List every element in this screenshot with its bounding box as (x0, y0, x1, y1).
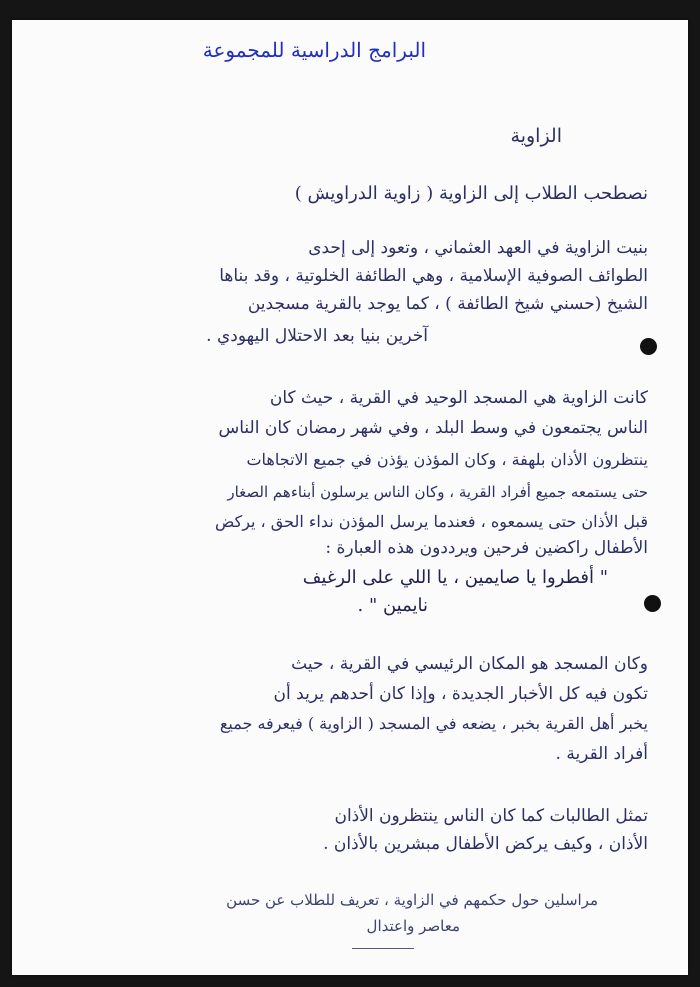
document-subtitle: نصطحب الطلاب إلى الزاوية ( زاوية الدراويش ) (294, 183, 648, 204)
paragraph-2-line-6: الأطفال راكضين فرحين ويرددون هذه العبارة : (325, 538, 648, 558)
paragraph-1-line-4: آخرين بنيا بعد الاحتلال اليهودي . (206, 326, 428, 346)
paragraph-4-line-1: تمثل الطالبات كما كان الناس ينتظرون الأذان (334, 806, 648, 826)
paragraph-3-line-3: يخبر أهل القرية بخبر ، يضعه في المسجد ( الزاوية ) فيعرفه جميع (219, 714, 648, 733)
punch-hole-lower (644, 595, 661, 612)
paragraph-2-line-3: ينتظرون الأذان بلهفة ، وكان المؤذن يؤذن في جميع الاتجاهات (246, 450, 648, 469)
paragraph-1-line-1: بنيت الزاوية في العهد العثماني ، وتعود إلى إحدى (308, 238, 648, 258)
paragraph-2-line-8: نايمين " . (357, 595, 428, 616)
document-header: البرامج الدراسية للمجموعة (202, 38, 426, 62)
paragraph-5-line-2: معاصر واعتدال (366, 917, 460, 935)
punch-hole-upper (640, 338, 657, 355)
document-page (12, 20, 688, 975)
paragraph-1-line-3: الشيخ (حسني شيخ الطائفة ) ، كما يوجد بالقرية مسجدين (247, 294, 648, 314)
paragraph-3-line-2: تكون فيه كل الأخبار الجديدة ، وإذا كان أحدهم يريد أن (273, 684, 648, 704)
paragraph-1-line-2: الطوائف الصوفية الإسلامية ، وهي الطائفة الخلوتية ، وقد بناها (219, 266, 648, 286)
paragraph-3-line-1: وكان المسجد هو المكان الرئيسي في القرية ، حيث (291, 654, 648, 674)
document-title: الزاوية (510, 125, 562, 147)
paragraph-2-line-2: الناس يجتمعون في وسط البلد ، وفي شهر رمضان كان الناس (218, 418, 648, 438)
paragraph-2-line-1: كانت الزاوية هي المسجد الوحيد في القرية ، حيث كان (269, 388, 648, 408)
paragraph-4-line-2: الأذان ، وكيف يركض الأطفال مبشرين بالأذان . (323, 834, 648, 854)
paragraph-2-line-7: " أفطروا يا صايمين ، يا اللي على الرغيف (302, 567, 608, 588)
paragraph-5-line-1: مراسلين حول حكمهم في الزاوية ، تعريف للطلاب عن حسن (226, 891, 598, 909)
paragraph-2-line-4: حتى يستمعه جميع أفراد القرية ، وكان الناس يرسلون أبناءهم الصغار (227, 483, 648, 501)
paragraph-3-line-4: أفراد القرية . (555, 744, 648, 764)
paragraph-2-line-5: قبل الأذان حتى يسمعوه ، فعندما يرسل المؤذن نداء الحق ، يركض (214, 512, 648, 531)
closing-dash (352, 948, 414, 949)
